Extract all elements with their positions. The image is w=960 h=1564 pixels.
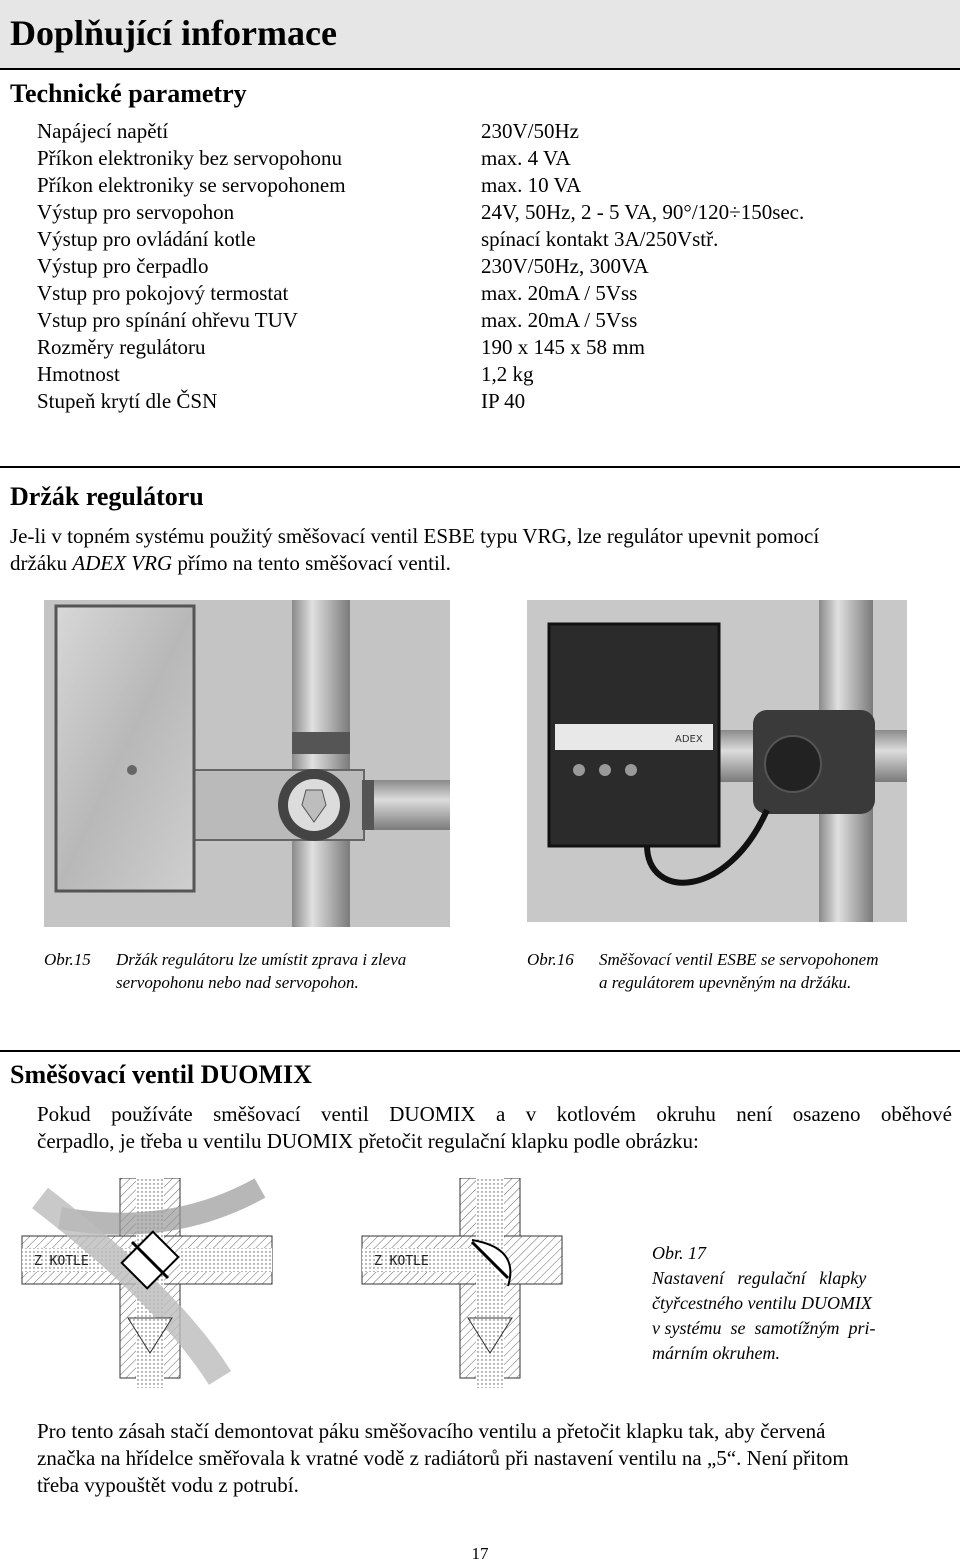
regulator-image <box>527 600 907 922</box>
caption-text: Nastavení regulační klapky <box>652 1268 867 1288</box>
spec-row <box>37 226 917 253</box>
spec-row <box>37 334 917 361</box>
spec-name: Vstup pro spínání ohřevu TUV <box>37 308 298 332</box>
holder-text-part: přímo na tento směšovací ventil. <box>172 551 451 575</box>
page-number: 17 <box>471 1544 489 1563</box>
valve-diagram-left <box>22 1178 272 1388</box>
caption-text: a regulátorem upevněným na držáku. <box>599 973 852 992</box>
regulator-photo <box>527 600 907 922</box>
spec-name: Příkon elektroniky bez servopohonu <box>37 146 343 170</box>
figure-16-caption <box>527 948 947 994</box>
closing-text-line: Pro tento zásah stačí demontovat páku směšovacího ventilu a přetočit klapku tak, aby červená <box>37 1419 826 1443</box>
spec-value: IP 40 <box>481 389 526 413</box>
caption-text: Držák regulátoru lze umístit zprava i zleva <box>116 950 407 969</box>
holder-bracket-image <box>44 600 450 927</box>
product-name: ADEX VRG <box>72 551 173 575</box>
spec-name: Výstup pro ovládání kotle <box>37 227 256 251</box>
spec-table <box>37 118 917 415</box>
spec-row <box>37 253 917 280</box>
valve-diagram-right <box>362 1178 562 1388</box>
spec-row <box>37 388 917 415</box>
holder-bracket-photo <box>44 600 450 927</box>
device-brand-label: ADEX <box>675 734 703 745</box>
holder-text-line <box>10 550 955 577</box>
duomix-diagram <box>20 1178 600 1388</box>
holder-text-line: Je-li v topném systému použitý směšovací ventil ESBE typu VRG, lze regulátor upevnit pomocí <box>10 524 820 548</box>
figure-number: Obr.15 <box>44 950 91 969</box>
spec-value: 190 x 145 x 58 mm <box>481 335 645 359</box>
caption-text: servopohonu nebo nad servopohon. <box>116 973 359 992</box>
spec-value: max. 20mA / 5Vss <box>481 308 638 332</box>
spec-value: 230V/50Hz, 300VA <box>481 254 649 278</box>
spec-row <box>37 199 917 226</box>
spec-value: 1,2 kg <box>481 362 534 386</box>
spec-row <box>37 172 917 199</box>
spec-name: Vstup pro pokojový termostat <box>37 281 289 305</box>
holder-paragraph <box>10 523 955 577</box>
spec-name: Výstup pro servopohon <box>37 200 235 224</box>
spec-row <box>37 145 917 172</box>
figure-15-caption <box>44 948 504 994</box>
caption-text: v systému se samotížným pri- <box>652 1318 876 1338</box>
closing-text-line: značka na hřídelce směřovala k vratné vodě z radiátorů při nastavení ventilu na „5“. Není přitom <box>37 1446 849 1470</box>
spec-value: 24V, 50Hz, 2 - 5 VA, 90°/120÷150sec. <box>481 200 805 224</box>
spec-name: Příkon elektroniky se servopohonem <box>37 173 346 197</box>
section-divider <box>0 466 960 468</box>
duomix-paragraph <box>37 1101 952 1155</box>
closing-paragraph <box>37 1418 952 1499</box>
figure-number: Obr. 17 <box>652 1243 707 1263</box>
duomix-valve-diagram <box>20 1178 600 1388</box>
figure-17-caption <box>652 1241 920 1366</box>
duomix-text-line: Pokud používáte směšovací ventil DUOMIX a v kotlovém okruhu není osazeno oběhové <box>37 1102 952 1126</box>
spec-value: max. 20mA / 5Vss <box>481 281 638 305</box>
diagram-label: Z KOTLE <box>34 1254 89 1269</box>
closing-text-line: třeba vypouštět vodu z potrubí. <box>37 1473 299 1497</box>
caption-text: márním okruhem. <box>652 1343 780 1363</box>
diagram-label: Z KOTLE <box>374 1254 429 1269</box>
spec-row <box>37 361 917 388</box>
spec-row <box>37 307 917 334</box>
spec-value: max. 4 VA <box>481 146 571 170</box>
spec-name: Rozměry regulátoru <box>37 335 206 359</box>
spec-value: max. 10 VA <box>481 173 582 197</box>
caption-text: čtyřcestného ventilu DUOMIX <box>652 1293 872 1313</box>
title-bar <box>0 0 960 70</box>
spec-value: spínací kontakt 3A/250Vstř. <box>481 227 719 251</box>
caption-text: Směšovací ventil ESBE se servopohonem <box>599 950 879 969</box>
duomix-heading: Směšovací ventil DUOMIX <box>10 1060 312 1089</box>
page-title: Doplňující informace <box>10 13 337 53</box>
holder-heading: Držák regulátoru <box>10 482 204 511</box>
spec-name: Napájecí napětí <box>37 119 169 143</box>
spec-name: Výstup pro čerpadlo <box>37 254 209 278</box>
spec-name: Hmotnost <box>37 362 120 386</box>
tech-heading: Technické parametry <box>10 79 247 108</box>
spec-name: Stupeň krytí dle ČSN <box>37 389 218 413</box>
spec-value: 230V/50Hz <box>481 119 579 143</box>
section-divider <box>0 1050 960 1052</box>
figure-number: Obr.16 <box>527 950 574 969</box>
spec-row <box>37 280 917 307</box>
holder-text-part: držáku <box>10 551 73 575</box>
spec-row <box>37 118 917 145</box>
duomix-text-line: čerpadlo, je třeba u ventilu DUOMIX přetočit regulační klapku podle obrázku: <box>37 1129 699 1153</box>
